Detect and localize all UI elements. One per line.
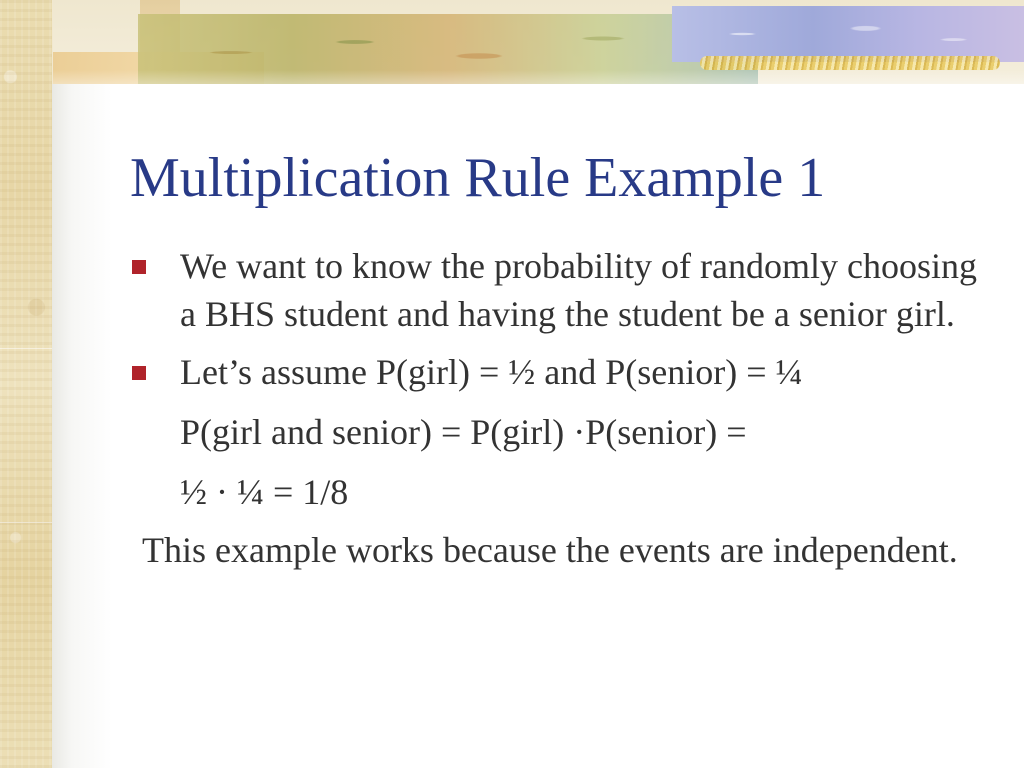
square-bullet-icon: [132, 366, 146, 380]
slide-body: [128, 242, 988, 574]
bullet-item: [128, 242, 988, 338]
equation-line: ½ · ¼ = 1/8: [180, 472, 349, 512]
bullet-item: [128, 348, 988, 396]
divider: [0, 522, 52, 523]
equation-line: P(girl and senior) = P(girl) ·P(senior) =: [180, 412, 747, 452]
blue-sky-image: [672, 6, 1024, 62]
divider: [0, 348, 52, 349]
note-text: This example works because the events are independent.: [142, 530, 958, 570]
parchment-sidebar: [0, 0, 52, 768]
bullet-text: We want to know the probability of randomly choosing a BHS student and having the student be a senior girl.: [180, 246, 977, 334]
slide-title: Multiplication Rule Example 1: [130, 147, 826, 209]
wheat-straw-image: [700, 56, 1000, 70]
bullet-text: Let’s assume P(girl) = ½ and P(senior) = ¼: [180, 352, 803, 392]
square-bullet-icon: [132, 260, 146, 274]
